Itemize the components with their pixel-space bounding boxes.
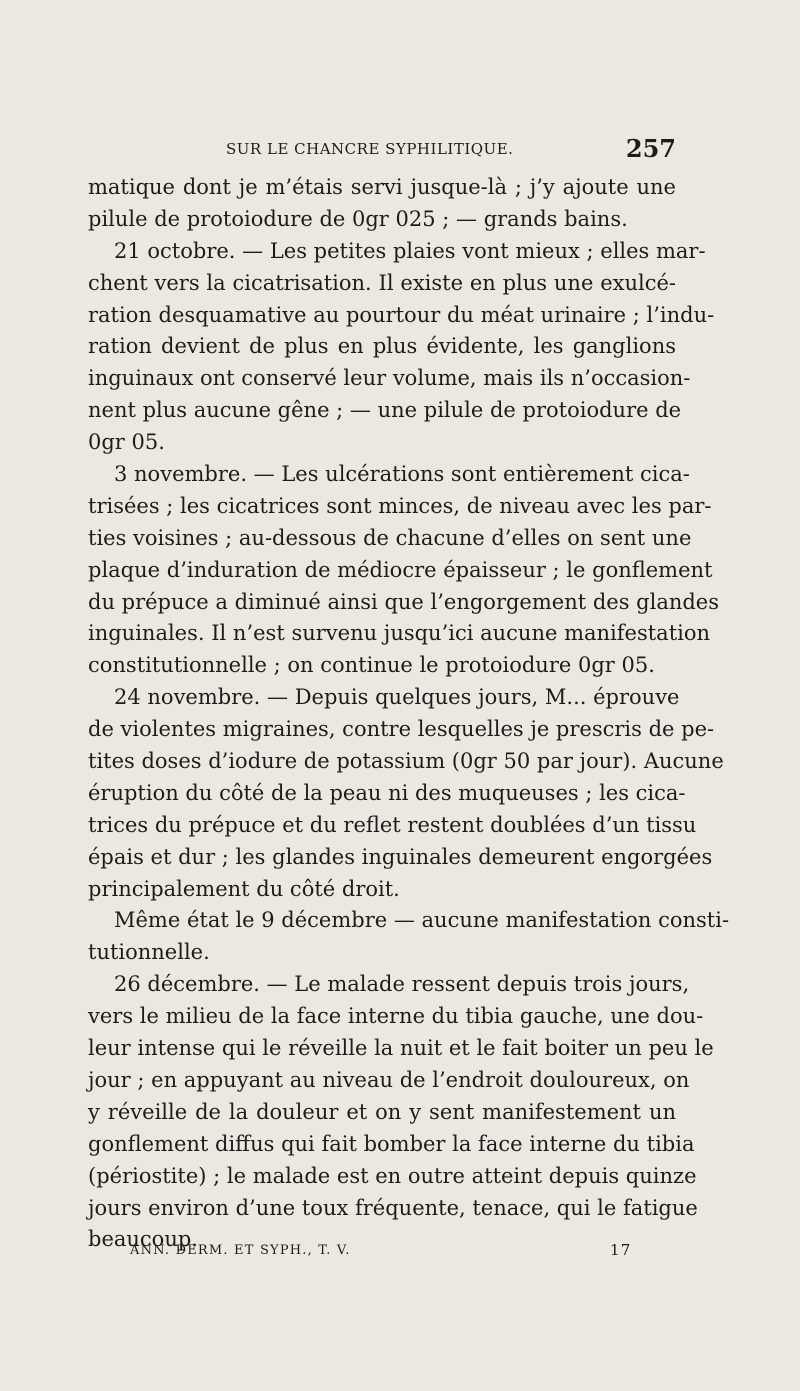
text-line: tutionnelle. [88, 940, 210, 965]
text-line: jour ; en appuyant au niveau de l’endroit douloureux, on [88, 1067, 690, 1092]
text-line: leur intense qui le réveille la nuit et le fait boiter un peu le [88, 1036, 714, 1061]
text-line: beaucoup. [88, 1227, 198, 1252]
signature-number: 17 [610, 1241, 632, 1259]
text-line: 3 novembre. — Les ulcérations sont entièrement cica- [114, 462, 690, 487]
text-line: jours environ d’une toux fréquente, tenace, qui le fatigue [88, 1195, 698, 1220]
text-line: constitutionnelle ; on continue le protoiodure 0gr 05. [88, 653, 655, 678]
text-line: chent vers la cicatrisation. Il existe en plus une exulcé- [88, 270, 676, 295]
text-line: inguinales. Il n’est survenu jusqu’ici aucune manifestation [88, 621, 711, 646]
text-line: gonflement diffus qui fait bomber la face interne du tibia [88, 1131, 695, 1156]
text-line: Même état le 9 décembre — aucune manifestation consti- [114, 908, 730, 933]
text-line: 0gr 05. [88, 430, 165, 455]
signature-mark: ANN. DERM. ET SYPH., T. V. [130, 1243, 351, 1258]
text-line: épais et dur ; les glandes inguinales demeurent engorgées [88, 844, 713, 869]
text-line: 21 octobre. — Les petites plaies vont mieux ; elles mar- [114, 238, 706, 263]
text-line: éruption du côté de la peau ni des muqueuses ; les cica- [88, 780, 686, 805]
text-line: tites doses d’iodure de potassium (0gr 50 par jour). Aucune [88, 749, 724, 774]
page-number: 257 [625, 134, 676, 163]
text-line: 24 novembre. — Depuis quelques jours, M... éprouve [114, 685, 680, 710]
text-line: ration devient de plus en plus évidente, les ganglions [88, 334, 676, 359]
text-line: du prépuce a diminué ainsi que l’engorgement des glandes [88, 589, 720, 614]
text-line: plaque d’induration de médiocre épaisseur ; le gonflement [88, 557, 713, 582]
text-line: ties voisines ; au-dessous de chacune d’elles on sent une [88, 525, 692, 550]
text-line: (périostite) ; le malade est en outre atteint depuis quinze [88, 1163, 697, 1188]
text-line: trisées ; les cicatrices sont minces, de niveau avec les par- [88, 493, 712, 518]
text-line: inguinaux ont conservé leur volume, mais ils n’occasion- [88, 366, 691, 391]
page-footer [130, 1243, 630, 1263]
text-line: ration desquamative au pourtour du méat urinaire ; l’indu- [88, 302, 715, 327]
body-text [88, 172, 730, 1256]
text-line: vers le milieu de la face interne du tibia gauche, une dou- [88, 1004, 704, 1029]
text-line: matique dont je m’étais servi jusque-là ; j’y ajoute une [88, 175, 676, 199]
running-title: SUR LE CHANCRE SYPHILITIQUE. [226, 140, 514, 158]
text-line: y réveille de la douleur et on y sent manifestement un [88, 1099, 676, 1124]
text-line: pilule de protoiodure de 0gr 025 ; — grands bains. [88, 206, 628, 231]
text-line: 26 décembre. — Le malade ressent depuis trois jours, [114, 972, 690, 997]
text-line: nent plus aucune gêne ; — une pilule de protoiodure de [88, 398, 682, 423]
text-line: de violentes migraines, contre lesquelles je prescris de pe- [88, 717, 715, 742]
text-line: trices du prépuce et du reflet restent doublées d’un tissu [88, 812, 697, 837]
text-line: principalement du côté droit. [88, 876, 400, 901]
page-header [88, 134, 676, 164]
